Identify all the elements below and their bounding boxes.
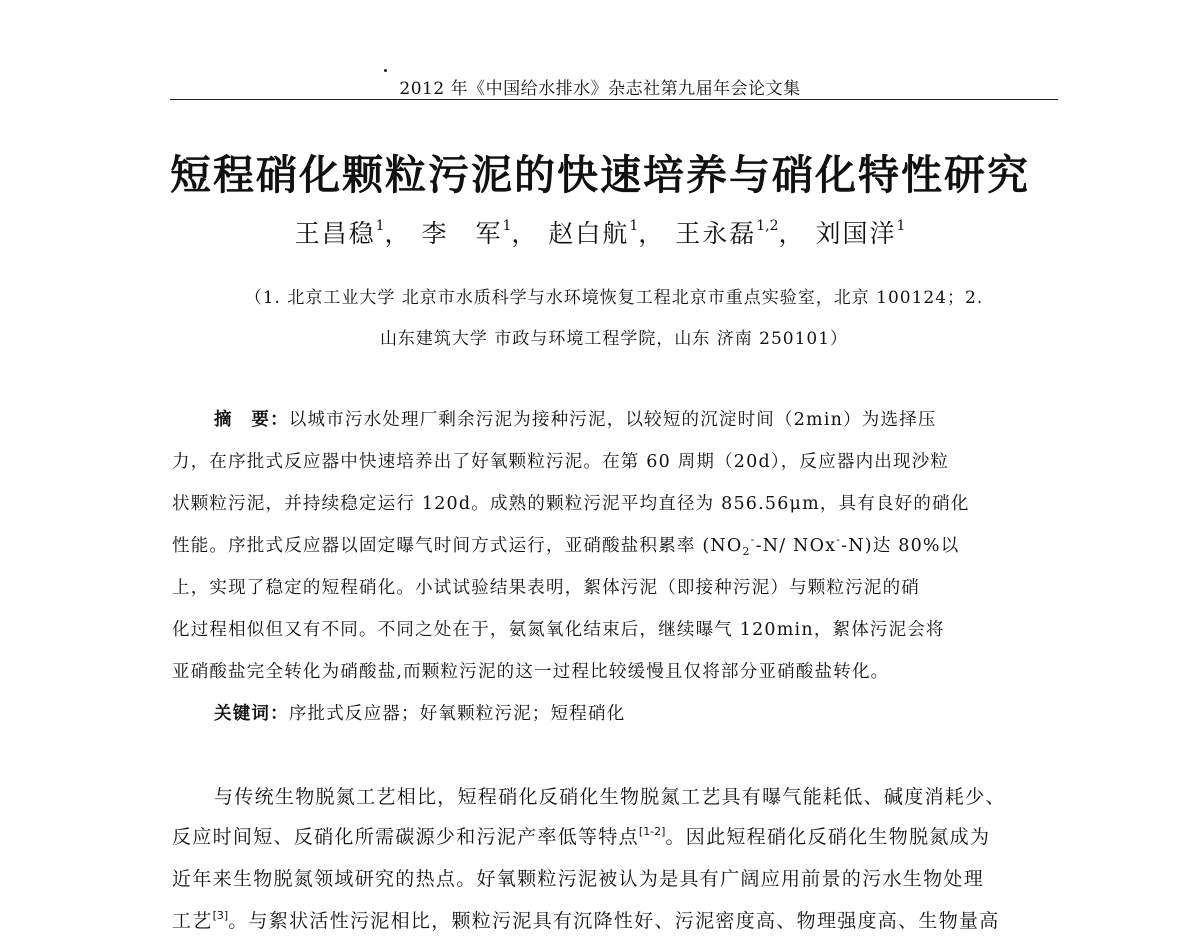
author-affiliation-mark: 1,2 bbox=[756, 218, 779, 234]
keywords-line bbox=[214, 700, 625, 725]
author-affiliation-mark: 1 bbox=[502, 218, 512, 234]
citation: [1-2] bbox=[638, 825, 666, 838]
author-name: 李 军 bbox=[421, 219, 503, 248]
abstract-line: 化过程相似但又有不同。不同之处在于，氨氮氧化结束后，继续曝气 120min，絮体污泥会将 bbox=[172, 620, 945, 640]
affiliation-line-2: 山东建筑大学 市政与环境工程学院，山东 济南 250101） bbox=[379, 329, 849, 349]
abstract-line: 上，实现了稳定的短程硝化。小试试验结果表明，絮体污泥（即接种污泥）与颗粒污泥的硝 bbox=[172, 578, 920, 598]
author-affiliation-mark: 1 bbox=[896, 218, 906, 234]
scan-speck bbox=[384, 69, 387, 72]
affiliation-line-1: （1. 北京工业大学 北京市水质科学与水环境恢复工程北京市重点实验室，北京 100124；2. bbox=[244, 288, 984, 308]
keywords-text: 序批式反应器；好氧颗粒污泥；短程硝化 bbox=[288, 704, 626, 724]
author-affiliation-mark: 1 bbox=[629, 218, 639, 234]
author-name: 赵白航 bbox=[548, 219, 630, 248]
abstract-line: 亚硝酸盐完全转化为硝酸盐,而颗粒污泥的这一过程比较缓慢且仅将部分亚硝酸盐转化。 bbox=[172, 662, 890, 682]
author-name: 王永磊 bbox=[675, 219, 757, 248]
abstract-line: 状颗粒污泥，并持续稳定运行 120d。成熟的颗粒污泥平均直径为 856.56μm，具有良好的硝化 bbox=[172, 494, 970, 514]
body-line: 反应时间短、反硝化所需碳源少和污泥产率低等特点[1-2]。因此短程硝化反硝化生物脱氮成为 bbox=[172, 825, 991, 848]
author-list: 王昌稳$^1$， 李 军$^1$， 赵白航$^1$， 王永磊$^{1,2}$， 刘国洋$^1$ bbox=[294, 218, 906, 248]
abstract-label: 摘 要： bbox=[214, 410, 289, 430]
citation: [3] bbox=[212, 909, 229, 922]
author-name: 刘国洋 bbox=[815, 219, 897, 248]
abstract-line: 性能。序批式反应器以固定曝气时间方式运行，亚硝酸盐积累率 ($NO_2^--N/$ NOx--N)达 80%以 bbox=[172, 533, 960, 558]
paper-title: 短程硝化颗粒污泥的快速培养与硝化特性研究 bbox=[170, 151, 1030, 199]
body-line: 近年来生物脱氮领域研究的热点。好氧颗粒污泥被认为是具有广阔应用前景的污水生物处理 bbox=[172, 868, 985, 890]
body-line: 与传统生物脱氮工艺相比，短程硝化反硝化生物脱氮工艺具有曝气能耗低、碱度消耗少、 bbox=[214, 786, 1006, 808]
author-name: 王昌稳 bbox=[294, 219, 376, 248]
author-affiliation-mark: 1 bbox=[375, 218, 385, 234]
subscript: 2 bbox=[742, 545, 751, 558]
superscript: - bbox=[750, 533, 756, 546]
abstract-line: 力，在序批式反应器中快速培养出了好氧颗粒污泥。在第 60 周期（20d），反应器内出现沙粒 bbox=[172, 452, 950, 472]
keywords-label: 关键词： bbox=[214, 704, 289, 724]
running-header: 2012 年《中国给水排水》杂志社第九届年会论文集 bbox=[399, 79, 801, 99]
superscript: - bbox=[836, 533, 842, 546]
body-line: 工艺[3]。与絮状活性污泥相比，颗粒污泥具有沉降性好、污泥密度高、物理强度高、生物量高 bbox=[172, 909, 1000, 932]
header-rule bbox=[170, 99, 1058, 100]
abstract-line: 摘 要：以城市污水处理厂剩余污泥为接种污泥，以较短的沉淀时间（2min）为选择压 bbox=[214, 410, 937, 430]
